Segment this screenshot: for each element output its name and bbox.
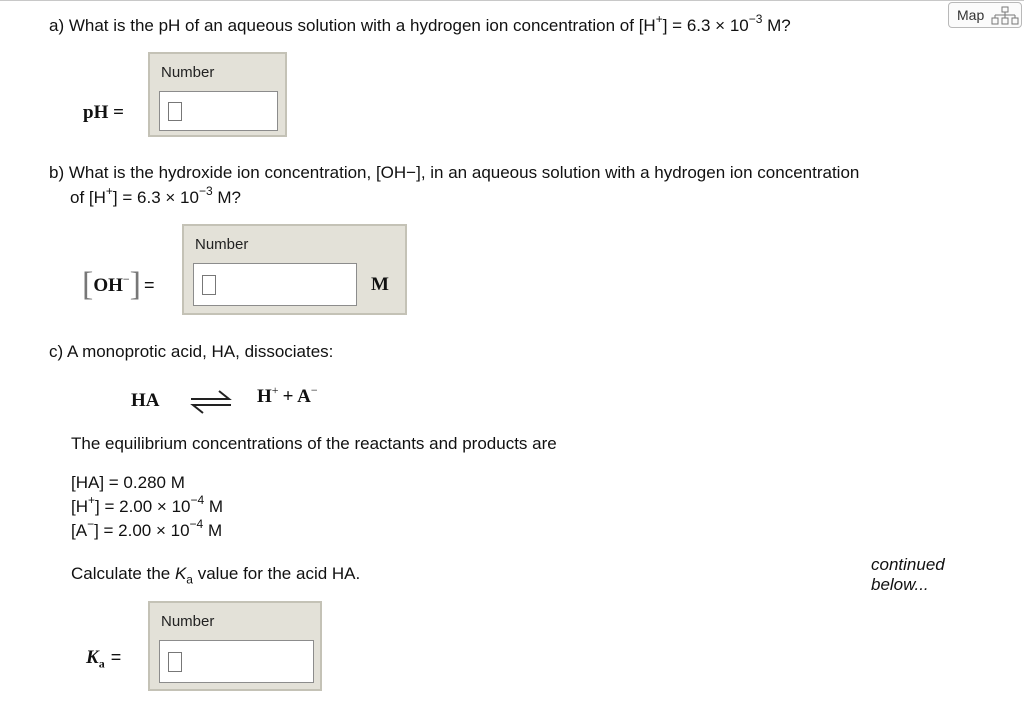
ph-label: pH = <box>83 102 124 123</box>
equilibrium-arrow-icon <box>189 389 233 415</box>
oh-number-label: Number <box>195 236 249 253</box>
sitemap-icon <box>991 6 1019 26</box>
question-b-line2: of $[H^+] = 6.3 \times 10^{-3}$ M? <box>70 184 241 207</box>
continued-below-note: continued below... <box>871 555 945 594</box>
ka-input[interactable] <box>160 641 313 682</box>
ha-concentration: [HA] = 0.280 M <box>71 473 185 492</box>
map-label: Map <box>957 7 985 23</box>
ka-label: $K_a$ = <box>86 647 122 671</box>
question-b-line1: b) What is the hydroxide ion concentration, [OH−], in an aqueous solution with a hydrogen ion concentration <box>49 163 860 182</box>
ka-answer-box <box>148 601 322 691</box>
reaction-products: H+ + A− <box>257 383 318 407</box>
oh-input-field[interactable] <box>193 263 357 306</box>
ph-input[interactable] <box>160 92 277 130</box>
question-c-intro: c) A monoprotic acid, HA, dissociates: <box>49 342 334 361</box>
h-concentration: $[H^+] = 2.00 \times 10^{-4}$ M <box>71 493 224 516</box>
question-a: a) What is the pH of an aqueous solution with a hydrogen ion concentration of $[H^+] = 6.3 \times 10^{-3}$ M? <box>49 12 791 35</box>
oh-input[interactable] <box>194 264 356 305</box>
a-concentration: $[A^-] = 2.00 \times 10^{-4}$ M <box>71 517 223 540</box>
map-button[interactable] <box>948 2 1022 28</box>
ph-answer-box <box>148 52 287 137</box>
ka-number-label: Number <box>161 613 215 630</box>
reaction-reactant: HA <box>131 390 160 411</box>
oh-answer-box <box>182 224 407 315</box>
oh-label: [OH−] = <box>82 266 155 303</box>
ph-number-label: Number <box>161 64 215 81</box>
calculate-ka-text: Calculate the $K_a$ value for the acid HA. <box>71 564 361 587</box>
ph-input-field[interactable] <box>159 91 278 131</box>
top-divider <box>0 0 1024 1</box>
oh-unit: M <box>371 274 389 295</box>
ka-input-field[interactable] <box>159 640 314 683</box>
equilibrium-text: The equilibrium concentrations of the reactants and products are <box>71 434 557 453</box>
